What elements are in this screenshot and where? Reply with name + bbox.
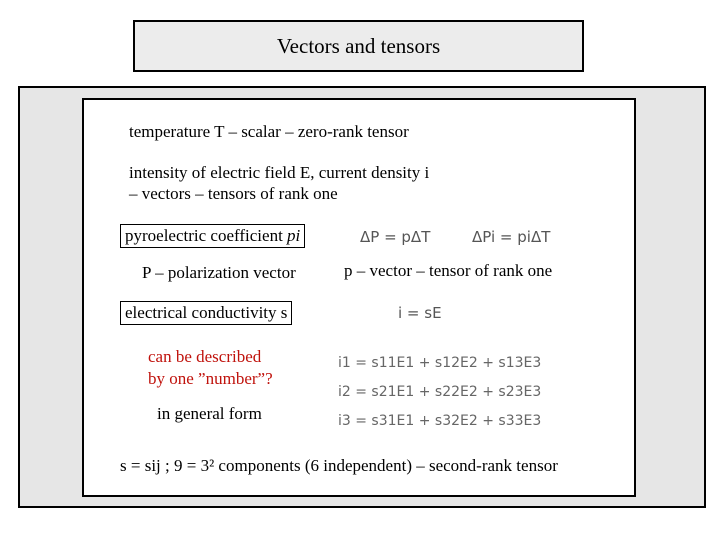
content-panel [82,98,636,497]
ohm-equation: i = sE [398,304,442,322]
tensor-row-2: i2 = s21E1 + s22E2 + s23E3 [338,384,542,400]
pyro-vector-equation: ΔP = pΔT [360,228,431,246]
tensor-row-1: i1 = s11E1 + s12E2 + s13E3 [338,355,542,371]
slide-title [133,20,584,72]
tensor-row-3: i3 = s31E1 + s32E2 + s33E3 [338,413,542,429]
question-line-1: can be described [148,347,262,366]
pyro-box [120,224,305,248]
conductivity-box [120,301,292,325]
general-form-label: in general form [157,404,262,423]
polarization-line: P – polarization vector [142,263,296,282]
pyro-component-equation: ΔPi = piΔT [472,228,551,246]
question-line-2: by one ”number”? [148,369,273,388]
conductivity-label: electrical conductivity s [125,303,288,322]
final-line: s = sij ; 9 = 3² components (6 independent) – second-rank tensor [120,456,558,475]
vectors-line-1: intensity of electric field E, current density i [129,163,430,182]
slide-title-text: Vectors and tensors [276,33,441,58]
scalar-line: temperature T – scalar – zero-rank tensor [129,122,409,141]
p-vector-line: p – vector – tensor of rank one [344,261,553,280]
pyro-symbol: pi [287,226,301,245]
vectors-line-2: – vectors – tensors of rank one [129,184,338,203]
pyro-label: pyroelectric coefficient [125,226,283,245]
